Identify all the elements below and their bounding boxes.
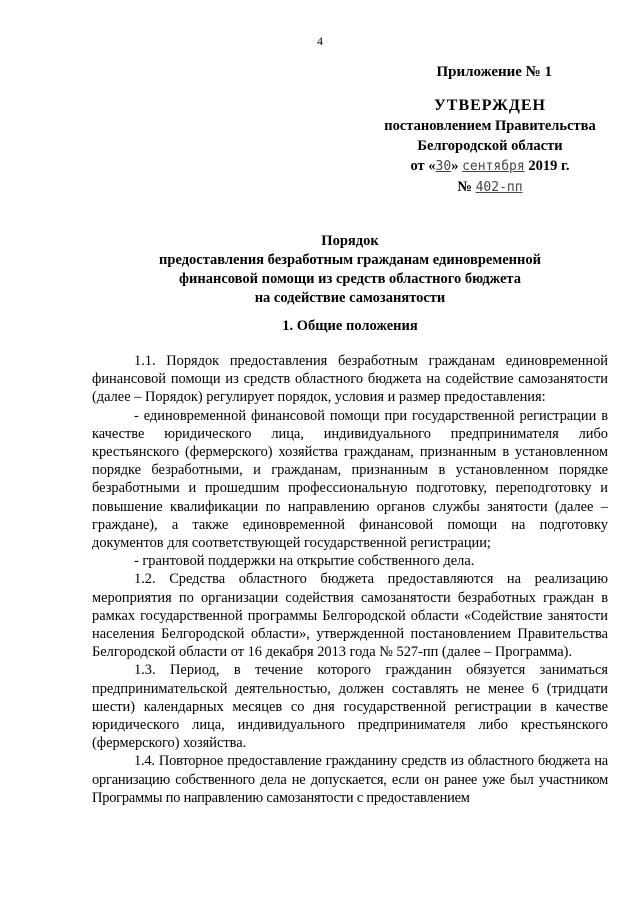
- title-line-2: предоставления безработным гражданам единовременной: [159, 252, 541, 268]
- title-line-4: на содействие самозанятости: [254, 290, 446, 306]
- paragraph-bullet-1: - единовременной финансовой помощи при государственной регистрации в качестве юридического лица, индивидуального предпринимателя либо крестьянского (фермерского) хозяйства гражданам, признанным в установленном порядке безработными, и гражданам, признанным в установленном порядке безработными и прошедшим профессиональную подготовку, переподготовку и повышение квалификации по направлению органов службы занятости (далее – граждане), а также единовременной финансовой помощи на подготовку документов для соответствующей государственной регистрации;: [92, 407, 608, 552]
- number-prefix: №: [457, 179, 472, 195]
- date-year: 2019 г.: [528, 158, 570, 174]
- appendix-label: Приложение № 1: [436, 64, 552, 80]
- date-mid: »: [451, 158, 459, 174]
- approval-date: [370, 156, 610, 177]
- date-prefix: от «: [410, 158, 436, 174]
- approval-line-2: Белгородской области: [417, 138, 563, 154]
- date-day: 30: [435, 159, 452, 174]
- approval-block: [370, 96, 610, 198]
- paragraph-1-4: 1.4. Повторное предоставление гражданину средств из областного бюджета на организацию собственного дела не допускается, если он ранее уже был участником Программы по направлению самозанятости с предоставлением: [92, 753, 608, 806]
- paragraph-1-3: 1.3. Период, в течение которого гражданин обязуется заниматься предпринимательской деятельностью, должен составлять не менее 6 (тридцати шести) календарных месяцев со дня государственной регистрации в качестве юридического лица, индивидуального предпринимателя либо крестьянского (фермерского) хозяйства.: [92, 662, 608, 752]
- approval-number: [370, 177, 610, 198]
- number-value: 402-пп: [475, 180, 523, 195]
- page-number: 4: [317, 34, 323, 48]
- paragraph-bullet-2: - грантовой поддержки на открытие собственного дела.: [134, 553, 475, 570]
- title-line-1: Порядок: [321, 233, 379, 249]
- date-month: сентября: [462, 159, 525, 174]
- document-body: [92, 352, 608, 807]
- paragraph-1-2: 1.2. Средства областного бюджета предоставляются на реализацию мероприятия по организации содействия самозанятости безработных граждан в рамках государственной программы Белгородской области «Содействие занятости населения Белгородской области», утвержденной постановлением Правительства Белгородской области от 16 декабря 2013 года № 527-пп (далее – Программа).: [92, 571, 608, 661]
- title-line-3: финансовой помощи из средств областного бюджета: [179, 271, 521, 287]
- section-heading: 1. Общие положения: [282, 318, 418, 334]
- approval-line-1: постановлением Правительства: [384, 118, 596, 134]
- document-title: [90, 232, 610, 308]
- approved-heading: УТВЕРЖДЕН: [434, 97, 546, 114]
- paragraph-1-1: 1.1. Порядок предоставления безработным гражданам единовременной финансовой помощи из средств областного бюджета на содействие самозанятости (далее – Порядок) регулирует порядок, условия и размер предоставления:: [92, 353, 608, 406]
